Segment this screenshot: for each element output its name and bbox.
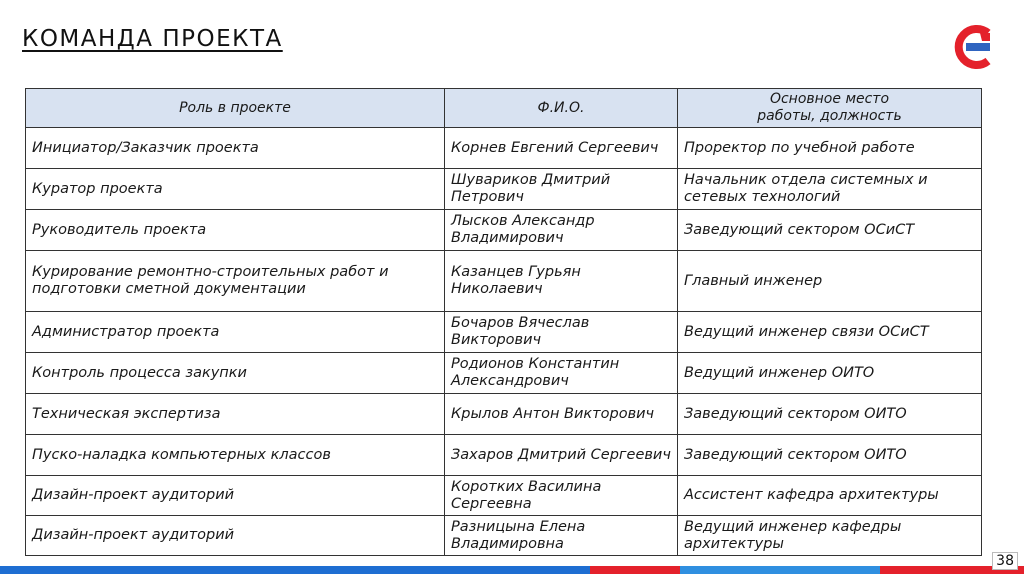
fio-cell: Лысков Александр Владимирович [445,210,678,251]
table-row [26,128,982,169]
header-fio: Ф.И.О. [445,89,678,128]
role-cell: Дизайн-проект аудиторий [26,476,445,516]
role-cell: Техническая экспертиза [26,394,445,435]
fio-cell: Захаров Дмитрий Сергеевич [445,435,678,476]
role-cell: Курирование ремонтно-строительных работ и подготовки сметной документации [26,251,445,312]
table-row [26,312,982,353]
brand-logo-icon [950,24,996,70]
role-cell: Администратор проекта [26,312,445,353]
table-row [26,251,982,312]
workplace-cell: Ассистент кафедра архитектуры [678,476,982,516]
table-row [26,435,982,476]
table-row [26,476,982,516]
role-cell: Руководитель проекта [26,210,445,251]
footer-color-bar [0,566,1024,574]
project-team-table [25,88,982,556]
fio-cell: Корнев Евгений Сергеевич [445,128,678,169]
workplace-cell: Ведущий инженер кафедры архитектуры [678,516,982,556]
table-row [26,353,982,394]
table-row [26,169,982,210]
page-title: КОМАНДА ПРОЕКТА [22,26,283,52]
workplace-cell: Заведующий сектором ОСиСТ [678,210,982,251]
table-row [26,210,982,251]
role-cell: Пуско-наладка компьютерных классов [26,435,445,476]
header-role: Роль в проекте [26,89,445,128]
role-cell: Контроль процесса закупки [26,353,445,394]
header-workplace [678,89,982,128]
table-row [26,394,982,435]
role-cell: Куратор проекта [26,169,445,210]
workplace-cell: Начальник отдела системных и сетевых технологий [678,169,982,210]
workplace-cell: Заведующий сектором ОИТО [678,394,982,435]
workplace-cell: Главный инженер [678,251,982,312]
fio-cell: Казанцев Гурьян Николаевич [445,251,678,312]
fio-cell: Разницына Елена Владимировна [445,516,678,556]
workplace-cell: Проректор по учебной работе [678,128,982,169]
page-number: 38 [992,552,1018,570]
fio-cell: Бочаров Вячеслав Викторович [445,312,678,353]
table-header-row [26,89,982,128]
role-cell: Дизайн-проект аудиторий [26,516,445,556]
fio-cell: Крылов Антон Викторович [445,394,678,435]
fio-cell: Родионов Константин Александрович [445,353,678,394]
fio-cell: Коротких Василина Сергеевна [445,476,678,516]
workplace-cell: Ведущий инженер ОИТО [678,353,982,394]
header-workplace-label: Основное место работы, должность [757,91,902,124]
fio-cell: Шувариков Дмитрий Петрович [445,169,678,210]
table-row [26,516,982,556]
workplace-cell: Ведущий инженер связи ОСиСТ [678,312,982,353]
role-cell: Инициатор/Заказчик проекта [26,128,445,169]
workplace-cell: Заведующий сектором ОИТО [678,435,982,476]
